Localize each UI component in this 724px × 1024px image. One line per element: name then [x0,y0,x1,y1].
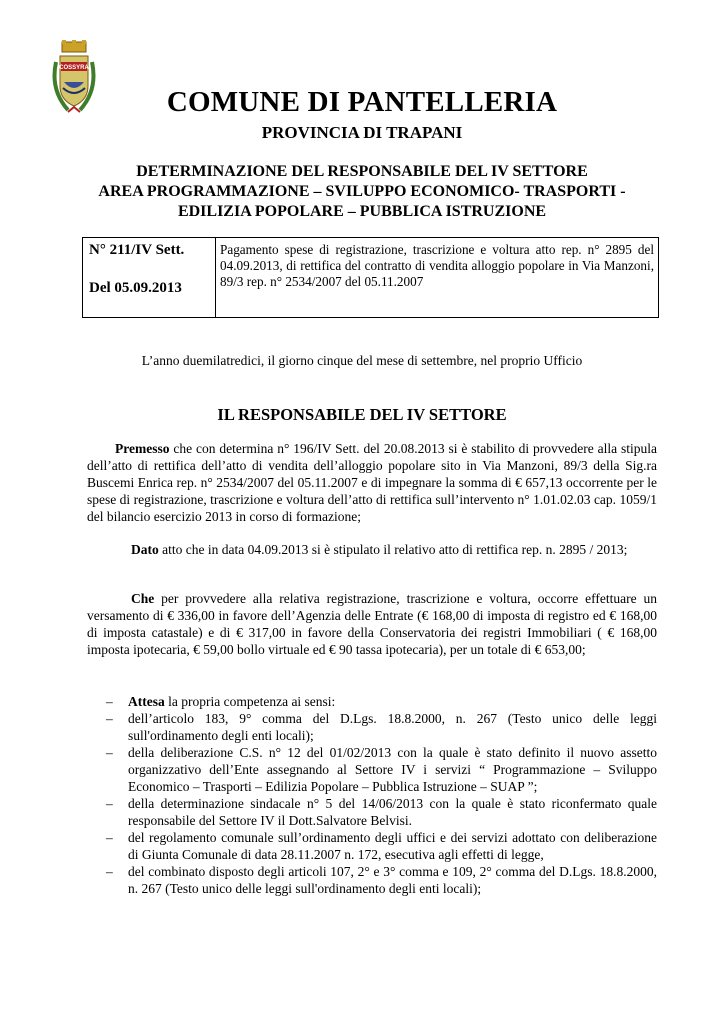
paragraph-text: per provvedere alla relativa registrazione, trascrizione e voltura, occorre effettuare un versamento di € 336,00 in favore dell’Agenzia delle Entrate (€ 168,00 di imposta di registro ed € 168,00 di imposta catastale) e di € 317,00 in favore della Conservatoria dei registri Immobiliari ( € 168,00 imposta ipotecaria, € 59,00 bollo virtuale ed € 90 tassa ipotecaria), per un totale di € 653,00; [87,591,657,657]
paragraph-che [87,590,657,658]
determination-date: Del 05.09.2013 [89,280,182,296]
list-item [106,693,657,710]
list-dash: – [106,694,113,709]
determination-subject: Pagamento spese di registrazione, trascrizione e voltura atto rep. n° 2895 del 04.09.2013, di rettifica del contratto di vendita alloggio popolare in Via Manzoni, 89/3 rep. n° 2534/2007 del 05.11.2007 [220,242,654,289]
determination-heading [0,162,724,222]
intro-line: L’anno duemilatredici, il giorno cinque del mese di settembre, nel proprio Ufficio [141,353,583,368]
list-item [106,795,657,829]
paragraph-text: che con determina n° 196/IV Sett. del 20.08.2013 si è stabilito di provvedere alla stipula dell’atto di rettifica dell’atto di vendita dell’alloggio popolare sito in Via Manzoni, 89/3 della Sig.ra Buscemi Enrica rep. n° 2534/2007 del 05.11.2007 e di impegnare la somma di € 657,13 occorrente per le spese di registrazione, trascrizione e voltura dell’atto di rettifica sull’intervento n° 1.01.02.03 cap. 1059/1 del bilancio esercizio 2013 in corso di formazione; [87,441,657,524]
section-heading: IL RESPONSABILE DEL IV SETTORE [217,405,507,424]
determination-line-3: EDILIZIA POPOLARE – PUBBLICA ISTRUZIONE [177,203,547,220]
list-dash: – [106,864,113,879]
paragraph-lead: Dato [131,542,159,557]
list-item-text: del regolamento comunale sull’ordinamento degli uffici e dei servizi adottato con deliberazione di Giunta Comunale di data 28.11.2007 n. 172, esecutiva agli effetti di legge, [128,830,657,862]
competence-list [106,693,657,897]
determination-number: N° 211/IV Sett. [89,242,185,258]
paragraph-dato [87,541,657,558]
list-item [106,744,657,795]
determination-info-box [82,237,659,318]
list-item-text: della deliberazione C.S. n° 12 del 01/02/2013 con la quale è stato definito il nuovo assetto organizzativo dell’Ente assegnando al Settore IV i servizi “ Programmazione – Sviluppo Economico – Trasporti – Edilizia Popolare – Pubblica Istruzione – SUAP ”; [128,745,657,794]
list-item-text: la propria competenza ai sensi: [164,694,336,709]
paragraph-lead: Premesso [115,441,170,456]
list-dash: – [106,796,113,811]
determination-line-2: AREA PROGRAMMAZIONE – SVILUPPO ECONOMICO- TRASPORTI - [98,183,626,200]
list-item [106,829,657,863]
list-item [106,710,657,744]
determination-line-1: DETERMINAZIONE DEL RESPONSABILE DEL IV SETTORE [136,163,588,180]
paragraph-lead: Che [131,591,155,606]
list-dash: – [106,830,113,845]
page-title: COMUNE DI PANTELLERIA [166,86,558,118]
list-item [106,863,657,897]
list-item-text: dell’articolo 183, 9° comma del D.Lgs. 18.8.2000, n. 267 (Testo unico delle leggi sull'ordinamento degli enti locali); [128,711,657,743]
province-subtitle: PROVINCIA DI TRAPANI [261,123,463,142]
paragraph-text: atto che in data 04.09.2013 si è stipulato il relativo atto di rettifica rep. n. 2895 / 2013; [158,542,628,557]
list-item-text: della determinazione sindacale n° 5 del 14/06/2013 con la quale è stato riconfermato quale responsabile del Settore IV il Dott.Salvatore Belvisi. [128,796,657,828]
list-dash: – [106,745,113,760]
list-item-lead: Attesa [128,694,165,709]
list-item-text: del combinato disposto degli articoli 107, 2° e 3° comma e 109, 2° comma del D.Lgs. 18.8.2000, n. 267 (Testo unico delle leggi sull'ordinamento degli enti locali); [128,864,657,896]
list-dash: – [106,711,113,726]
svg-text:COSSYRA: COSSYRA [59,65,89,71]
paragraph-premesso [87,440,657,525]
determination-id-cell [83,238,216,317]
